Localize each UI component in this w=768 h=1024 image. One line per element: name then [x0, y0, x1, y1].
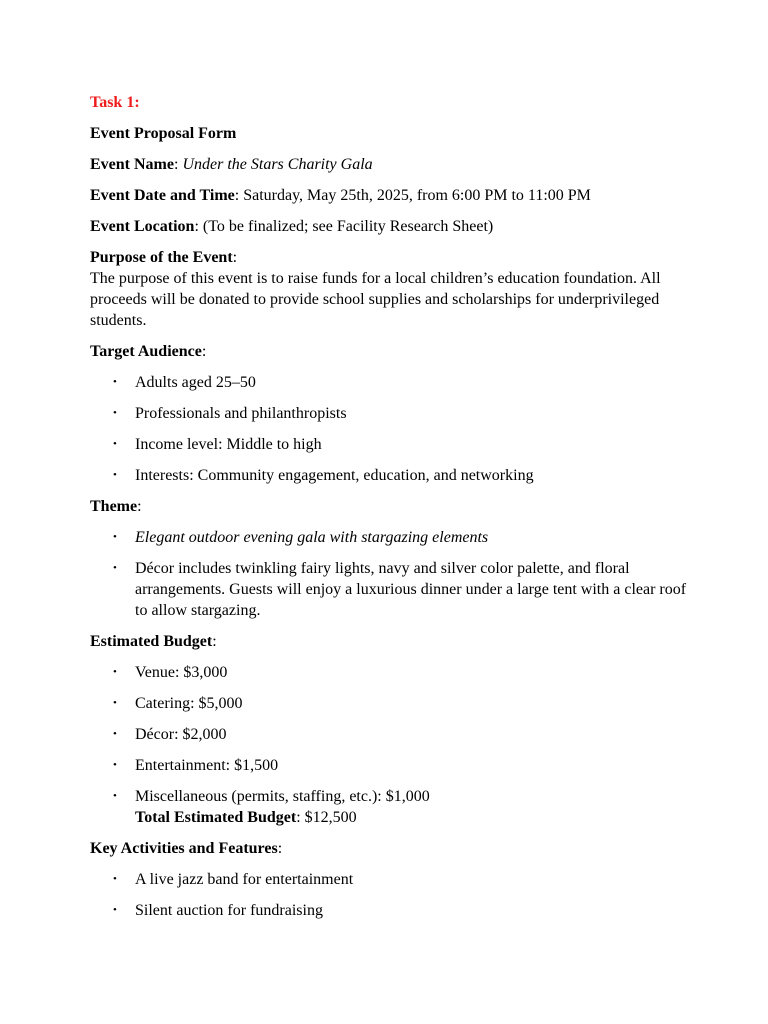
task-label: Task 1:	[90, 94, 140, 111]
bullet-icon: •	[113, 904, 117, 916]
total-budget-line	[135, 807, 690, 828]
list-item	[113, 662, 690, 683]
activities-label: Key Activities and Features	[90, 840, 278, 857]
list-item	[113, 786, 690, 828]
event-datetime-label: Event Date and Time	[90, 187, 235, 204]
total-budget-value: : $12,500	[296, 809, 357, 826]
list-item-text: Catering: $5,000	[135, 695, 243, 712]
list-item	[113, 434, 690, 455]
list-item-text: Silent auction for fundraising	[135, 902, 323, 919]
list-item	[113, 869, 690, 890]
theme-list	[90, 527, 690, 621]
event-datetime-sep: :	[234, 187, 244, 204]
list-item-text: Adults aged 25–50	[135, 374, 256, 391]
bullet-icon: •	[113, 873, 117, 885]
event-location-value: (To be finalized; see Facility Research Sheet)	[202, 218, 494, 235]
list-item-text: A live jazz band for entertainment	[135, 871, 354, 888]
purpose-label: Purpose of the Event	[90, 249, 233, 266]
list-item	[113, 527, 690, 548]
audience-sep: :	[201, 343, 207, 360]
event-name-label: Event Name	[90, 156, 174, 173]
list-item	[113, 724, 690, 745]
activities-sep: :	[277, 840, 283, 857]
bullet-icon: •	[113, 376, 117, 388]
theme-label: Theme	[90, 498, 138, 515]
activities-heading	[90, 838, 690, 859]
list-item	[113, 558, 690, 621]
event-location-line	[90, 216, 690, 237]
event-location-label: Event Location	[90, 218, 195, 235]
audience-heading	[90, 341, 690, 362]
list-item	[113, 403, 690, 424]
bullet-icon: •	[113, 531, 117, 543]
event-datetime-line	[90, 185, 690, 206]
budget-label: Estimated Budget	[90, 633, 213, 650]
bullet-icon: •	[113, 469, 117, 481]
purpose-text: The purpose of this event is to raise funds for a local children’s education foundation. All proceeds will be donated to provide school supplies and scholarships for underprivileged students.	[90, 270, 661, 329]
bullet-icon: •	[113, 790, 117, 802]
purpose-sep: :	[232, 249, 238, 266]
bullet-icon: •	[113, 407, 117, 419]
document-page	[90, 92, 690, 931]
task-heading	[90, 92, 690, 113]
budget-list	[90, 662, 690, 828]
bullet-icon: •	[113, 438, 117, 450]
bullet-icon: •	[113, 728, 117, 740]
list-item	[113, 372, 690, 393]
list-item-text: Venue: $3,000	[135, 664, 228, 681]
list-item-text: Income level: Middle to high	[135, 436, 322, 453]
list-item	[113, 900, 690, 921]
budget-heading	[90, 631, 690, 652]
list-item-text: Décor includes twinkling fairy lights, navy and silver color palette, and floral arrangements. Guests will enjoy a luxurious dinner under a large tent with a clear roof to allow stargazing.	[135, 560, 687, 619]
event-location-sep: :	[194, 218, 203, 235]
list-item-text: Professionals and philanthropists	[135, 405, 347, 422]
event-datetime-value: Saturday, May 25th, 2025, from 6:00 PM to 11:00 PM	[243, 187, 591, 204]
list-item	[113, 755, 690, 776]
purpose-section	[90, 247, 690, 331]
list-item-text: Interests: Community engagement, education, and networking	[135, 467, 534, 484]
event-name-value: Under the Stars Charity Gala	[182, 156, 373, 173]
bullet-icon: •	[113, 759, 117, 771]
theme-heading	[90, 496, 690, 517]
theme-sep: :	[137, 498, 142, 515]
list-item-text: Entertainment: $1,500	[135, 757, 279, 774]
budget-sep: :	[212, 633, 217, 650]
event-name-sep: :	[173, 156, 183, 173]
form-title-text: Event Proposal Form	[90, 125, 237, 142]
form-title	[90, 123, 690, 144]
audience-list	[90, 372, 690, 486]
activities-list	[90, 869, 690, 921]
list-item-text: Miscellaneous (permits, staffing, etc.): $1,000	[135, 788, 430, 805]
list-item-text: Décor: $2,000	[135, 726, 227, 743]
list-item	[113, 693, 690, 714]
bullet-icon: •	[113, 697, 117, 709]
total-budget-label: Total Estimated Budget	[135, 809, 297, 826]
event-name-line	[90, 154, 690, 175]
list-item	[113, 465, 690, 486]
list-item-text: Elegant outdoor evening gala with stargazing elements	[135, 529, 489, 546]
bullet-icon: •	[113, 562, 117, 574]
audience-label: Target Audience	[90, 343, 202, 360]
bullet-icon: •	[113, 666, 117, 678]
